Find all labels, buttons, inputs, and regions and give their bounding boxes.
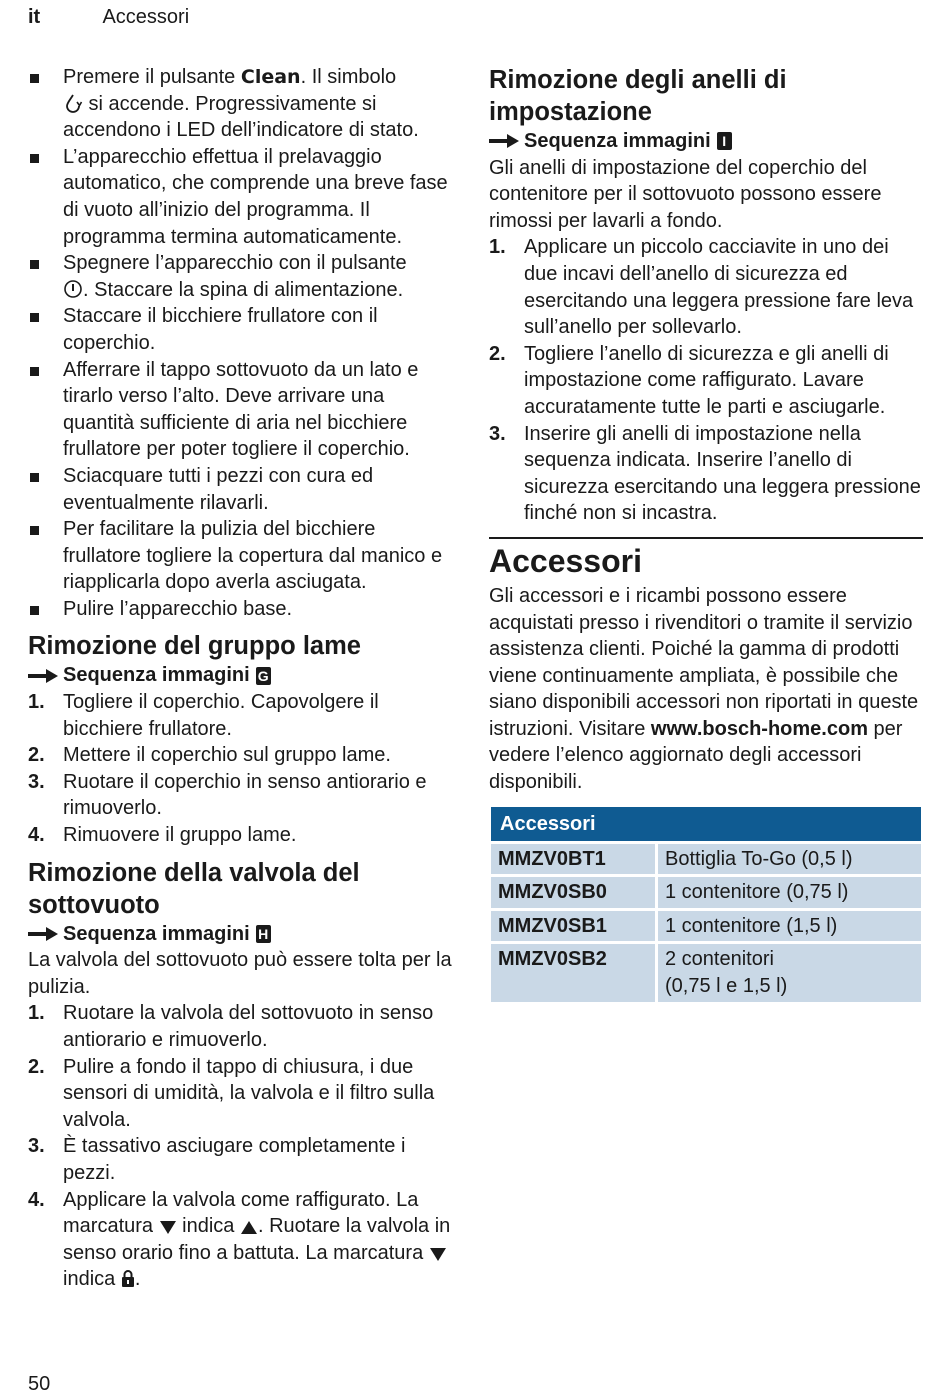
rings-intro: Gli anelli di impostazione del coperchio del contenitore per il sottovuoto possono essere rimossi per lavarli a fondo. — [489, 156, 882, 232]
cleaning-bullet-list — [28, 64, 458, 622]
accessories-section-title: Accessori — [489, 542, 642, 579]
rings-section-title: Rimozione degli anelli di impostazione — [489, 66, 787, 126]
list-item: 4. Rimuovere il gruppo lame. — [28, 824, 297, 847]
blades-section-title: Rimozione del gruppo lame — [28, 632, 361, 661]
image-sequence-ref: Sequenza immagini H — [28, 921, 458, 948]
list-item: Afferrare il tappo sottovuoto da un lato e tirarlo verso l’alto. Deve arrivare una quantità sufficiente di aria nel bicchiere frullatore per poter togliere il coperchio. — [28, 357, 458, 463]
product-description: Bottiglia To-Go (0,5 l) — [658, 844, 921, 875]
list-item: 2. Mettere il coperchio sul gruppo lame. — [28, 744, 391, 767]
list-item: 1. Applicare un piccolo cacciavite in uno dei due incavi dell’anello di sicurezza ed esercitando una leggera pressione fare leva sull’anello per sollevarlo. — [489, 236, 914, 339]
product-description: 2 contenitori (0,75 l e 1,5 l) — [658, 944, 921, 1001]
product-code: MMZV0SB2 — [491, 944, 655, 1001]
product-code: MMZV0SB0 — [491, 877, 655, 908]
triangle-up-icon — [240, 1219, 258, 1235]
valve-steps — [28, 1000, 458, 1293]
list-item: Staccare il bicchiere frullatore con il coperchio. — [28, 303, 458, 356]
website-link[interactable]: www.bosch-home.com — [650, 717, 868, 740]
product-code: MMZV0BT1 — [491, 844, 655, 875]
sequence-letter-badge: H — [256, 925, 271, 943]
list-item: L’apparecchio effettua il prelavaggio automatico, che comprende una breve fase di vuoto all’inizio del programma. Il programma termina automaticamente. — [28, 144, 458, 250]
table-row — [491, 911, 921, 942]
image-sequence-ref: Sequenza immagini I — [489, 128, 923, 155]
list-item: 2. Togliere l’anello di sicurezza e gli anelli di impostazione come raffigurato. Lavare accuratamente tutte le parti e asciugarle. — [489, 342, 889, 418]
left-column — [28, 64, 458, 1293]
language-code: it — [28, 6, 41, 28]
list-item: 4. Applicare la valvola come raffigurato. La marcatura indica . Ruotare la valvola in senso orario fino a battuta. La marcatura indica . — [28, 1188, 451, 1291]
sequence-letter-badge: I — [717, 132, 732, 150]
accessories-paragraph: Gli accessori e i ricambi possono essere acquistati presso i rivenditori o tramite il servizio assistenza clienti. Poiché la gamma di prodotti viene continuamente ampliata, è possibile che siano disponibili accessori non riportati in queste istruzioni. Visitare www.bosch-home.com per vedere l’elenco aggiornato degli accessori disponibili. — [489, 584, 919, 794]
page-header — [28, 6, 189, 29]
list-item: Pulire l’apparecchio base. — [28, 596, 458, 623]
product-description: 1 contenitore (0,75 l) — [658, 877, 921, 908]
sequence-letter-badge: G — [256, 667, 271, 685]
list-item: Premere il pulsante Clean. Il simbolo si accende. Progressivamente si accendono i LED dell’indicatore di stato. — [28, 64, 458, 144]
valve-intro: La valvola del sottovuoto può essere tolta per la pulizia. — [28, 949, 452, 998]
power-icon — [63, 279, 83, 299]
accessories-table — [488, 804, 924, 1005]
blades-steps — [28, 689, 458, 849]
image-sequence-ref: Sequenza immagini G — [28, 662, 458, 689]
list-item: 1. Ruotare la valvola del sottovuoto in senso antiorario e rimuoverlo. — [28, 1002, 434, 1051]
list-item: 3. È tassativo asciugare completamente i pezzi. — [28, 1135, 406, 1184]
table-row — [491, 844, 921, 875]
list-item: Sciacquare tutti i pezzi con cura ed eventualmente rilavarli. — [28, 463, 458, 516]
section-title: Accessori — [102, 6, 190, 28]
drop-refresh-icon — [63, 93, 83, 113]
list-item: 2. Pulire a fondo il tappo di chiusura, i due sensori di umidità, la valvola e il filtro sulla valvola. — [28, 1055, 435, 1131]
table-header: Accessori — [491, 807, 921, 841]
valve-section-title: Rimozione della valvola del sottovuoto — [28, 858, 360, 919]
list-item: 3. Ruotare il coperchio in senso antiorario e rimuoverlo. — [28, 770, 427, 820]
list-item: Spegnere l’apparecchio con il pulsante . Staccare la spina di alimentazione. — [28, 250, 458, 303]
arrow-right-icon — [489, 134, 519, 148]
table-row — [491, 877, 921, 908]
arrow-right-icon — [28, 927, 58, 941]
arrow-right-icon — [28, 669, 58, 683]
lock-icon — [121, 1269, 135, 1288]
rings-steps — [489, 234, 923, 527]
list-item: Per facilitare la pulizia del bicchiere frullatore togliere la copertura dal manico e riapplicarla dopo averla asciugata. — [28, 516, 458, 596]
product-code: MMZV0SB1 — [491, 911, 655, 942]
table-row — [491, 944, 921, 1001]
triangle-down-icon — [159, 1219, 177, 1235]
clean-button-label: Clean — [240, 66, 301, 88]
list-item: 3. Inserire gli anelli di impostazione nella sequenza indicata. Inserire l’anello di sicurezza esercitando una leggera pressione finché non si incastra. — [489, 422, 921, 525]
page-number: 50 — [28, 1373, 51, 1395]
product-description: 1 contenitore (1,5 l) — [658, 911, 921, 942]
list-item: 1. Togliere il coperchio. Capovolgere il bicchiere frullatore. — [28, 691, 379, 740]
triangle-down-icon — [429, 1246, 447, 1262]
right-column — [489, 64, 923, 1005]
